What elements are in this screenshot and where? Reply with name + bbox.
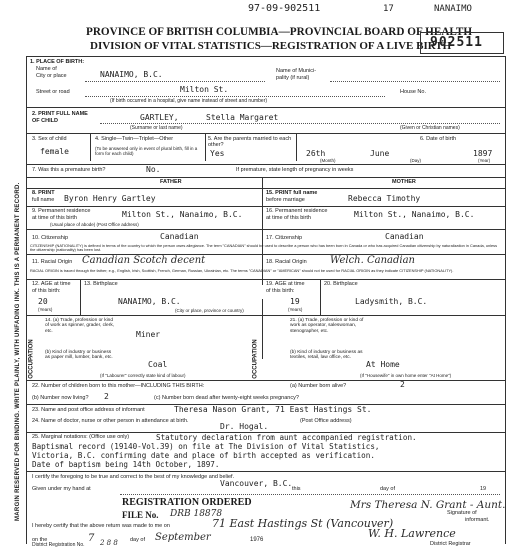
stamp-index: 17 — [383, 4, 394, 14]
father-header: FATHER — [160, 179, 182, 185]
city-underline — [85, 81, 265, 82]
sex-value: female — [40, 147, 69, 156]
file-no-label: FILE No. — [122, 510, 159, 520]
father-industry-label: (b) Kind of industry or business as paper mill, lumber, bank, etc. — [45, 350, 113, 361]
plural-birth-label: 4. Single—Twin—Triplet—Other — [95, 136, 174, 142]
mother-age-unit: (Years) — [288, 307, 303, 312]
residence-sublabel: (Usual place of abode) (Post Office address) — [50, 222, 139, 227]
father-trade-label: 14. (a) Trade, profession or kind of work as spinner, grader, clerk, etc. — [45, 318, 115, 334]
premature-value: No. — [146, 165, 161, 174]
registration-number: 902511 — [430, 35, 483, 50]
form-right-border — [505, 56, 506, 544]
doctor-address-label: (Post Office address) — [300, 418, 352, 424]
mother-age-label: 19. AGE at time — [266, 281, 305, 287]
doctor-value: Dr. Hogal. — [220, 422, 269, 431]
mother-citizenship: Canadian — [385, 232, 424, 241]
father-trade: Miner — [136, 330, 161, 339]
premature-note: If premature, state length of pregnancy in weeks — [236, 167, 354, 173]
citizenship-note: CITIZENSHIP (NATIONALITY) is defined in terms of the country to which the person owes allegiance. The term "CANADIAN" should be used to describe a person who has been born in Canada or who has acquired Canadian citizenship by naturalization in Canada, unless the citizenship (nationality) has been lost. — [30, 243, 498, 253]
father-birthplace-label: 13. Birthplace — [84, 281, 118, 287]
certify-text: I certify the foregoing to be true and correct to the best of my knowledge and belief. — [32, 474, 235, 480]
registrar-signature: W. H. Lawrence — [368, 527, 456, 540]
mother-residence: Milton St., Nanaimo, B.C. — [354, 210, 475, 219]
given-underline — [120, 494, 500, 495]
file-no-value: DRB 18878 — [170, 509, 223, 519]
house-label: House No. — [400, 89, 426, 95]
on-year: 1976 — [250, 537, 264, 543]
year-label: 19 — [480, 486, 487, 492]
col-divider-4 — [205, 133, 206, 161]
mother-age-divider — [320, 279, 321, 315]
date-sub-year: (Year) — [478, 158, 491, 163]
mother-birthplace: Ladysmith, B.C. — [355, 297, 428, 306]
date-sub-day: (Day) — [410, 158, 421, 163]
full-name-label: 2. PRINT FULL NAME — [32, 111, 88, 117]
form-top-rule — [26, 56, 505, 57]
stamp-number: 97-09-902511 — [248, 3, 321, 14]
mother-racial-origin: Welch. Canadian — [330, 255, 415, 266]
form-title-line-1: PROVINCE OF BRITISH COLUMBIA—PROVINCIAL BOARD OF HEALTH — [86, 26, 473, 38]
marginal-line-2: Baptismal record (19140-Vol.39) on file at The Division of Vital Statistics, — [32, 442, 380, 451]
given-under-hand: Given under my hand at — [32, 486, 91, 492]
stamp-name: NANAIMO — [434, 4, 472, 14]
informant-address: 71 East Hastings St (Vancouver) — [212, 517, 394, 530]
certify-made-label: I hereby certify that the above return was made to me on — [32, 523, 170, 529]
informant-signature: Mrs Theresa N. Grant - Aunt. — [350, 499, 506, 511]
father-racial-origin: Canadian Scotch decent — [82, 255, 206, 266]
father-citizenship: Canadian — [160, 232, 199, 241]
child-surname: GARTLEY, — [140, 113, 179, 122]
marginal-label: 25. Marginal notations: (Office use only) — [32, 434, 130, 440]
marginal-line-4: Date of baptism being 14th October, 1897. — [32, 460, 220, 469]
mother-industry-label: (b) Kind of industry or business as textiles, retail, law office, etc. — [290, 350, 363, 361]
plural-birth-note: (To be answered only in event of plural birth, fill in a form for each child) — [95, 146, 198, 156]
district-registration-label: District Registration No. — [32, 542, 85, 548]
mother-name: Rebecca Timothy — [348, 194, 421, 203]
born-alive-value: 2 — [400, 380, 405, 389]
given-sublabel: (Given or Christian names) — [400, 125, 460, 131]
name-of-label: Name of — [36, 66, 57, 72]
father-citizenship-label: 10. Citizenship — [32, 235, 69, 241]
mother-age: 19 — [290, 297, 300, 306]
col-divider-3 — [90, 133, 91, 161]
mother-race-label: 18. Racial Origin — [266, 259, 307, 265]
rule-9 — [26, 279, 505, 280]
district-registrar-label: District Registrar — [430, 541, 471, 547]
father-race-label: 11. Racial Origin — [32, 259, 73, 265]
child-given-names: Stella Margaret — [206, 113, 279, 122]
premature-label: 7. Was this a premature birth? — [32, 167, 106, 173]
rule-7 — [26, 229, 505, 230]
now-living-label: (b) Number now living? — [32, 395, 89, 401]
street-label: Street or road — [36, 89, 70, 95]
date-of-birth-year: 1897 — [473, 149, 493, 158]
signature-label: Signature of — [447, 510, 477, 516]
parents-married-value: Yes — [210, 149, 225, 158]
father-residence-label: 9. Permanent residence — [32, 208, 91, 214]
father-name: Byron Henry Gartley — [64, 194, 156, 203]
labourer-note: (If "Labourer" correctly state kind of labour) — [100, 373, 186, 378]
housewife-note: (If "Housewife" in own home enter "At Home") — [360, 373, 452, 378]
mother-trade-label: 21. (a) Trade, profession or kind of work as operator, saleswoman, stenographer, etc. — [290, 318, 364, 334]
father-name-label: 8. PRINT — [32, 190, 55, 196]
given-place: Vancouver, B.C. — [220, 479, 293, 488]
rule-6 — [26, 206, 505, 207]
on-month: September — [155, 532, 211, 543]
mother-name-label-2: before marriage — [266, 197, 305, 203]
mother-citizenship-label: 17. Citizenship — [266, 235, 303, 241]
sex-label: 3. Sex of child — [32, 136, 67, 142]
col-divider-5 — [296, 133, 297, 161]
father-name-label-2: full name — [32, 197, 55, 203]
municipality-label-2: pality (if rural) — [276, 75, 310, 81]
mother-age-label-2: of this birth: — [266, 288, 295, 294]
father-age-label: 12. AGE at time — [32, 281, 71, 287]
street-value: Milton St. — [180, 85, 229, 94]
father-residence-label-2: at time of this birth — [32, 215, 77, 221]
city-label: City or place — [36, 73, 67, 79]
district-registration-value: 2 8 8 — [100, 539, 118, 547]
on-day: 7 — [88, 533, 95, 544]
municipality-underline — [330, 81, 500, 82]
parents-center-divider-lower — [262, 299, 263, 359]
rule-2 — [26, 133, 505, 134]
hospital-note: (If birth occurred in a hospital, give name instead of street and number) — [110, 98, 268, 104]
marginal-line-1: Statutory declaration from aunt accompanied registration. — [156, 433, 417, 442]
form-title-line-2: DIVISION OF VITAL STATISTICS—REGISTRATION OF A LIVE BIRTH — [90, 40, 452, 52]
informant-value: Theresa Nason Grant, 71 East Hastings St. — [174, 405, 372, 414]
date-of-birth-label: 6. Date of birth — [420, 136, 457, 142]
rule-14 — [26, 471, 505, 472]
now-living-value: 2 — [104, 392, 109, 401]
marginal-line-3: Victoria, B.C. confirming date and place of birth accepted as verification. — [32, 451, 375, 460]
mother-birthplace-label: 20. Birthplace — [324, 281, 358, 287]
father-occupation-vertical: OCCUPATION — [28, 339, 35, 379]
binding-margin-text: MARGIN RESERVED FOR BINDING. WRITE PLAINLY, WITH UNFADING INK. THIS IS A PERMANENT RECORD. — [15, 182, 21, 521]
informant-label: 23. Name and post office address of informant — [32, 407, 145, 413]
rule-11 — [26, 380, 505, 381]
mother-residence-label-2: at time of this birth — [266, 215, 311, 221]
mother-residence-label: 16. Permanent residence — [266, 208, 328, 214]
municipality-label: Name of Munici- — [276, 68, 317, 74]
born-dead-label: (c) Number born dead after twenty-eight weeks pregnancy? — [154, 395, 299, 401]
mother-industry: At Home — [366, 360, 400, 369]
registration-ordered-stamp: REGISTRATION ORDERED — [122, 497, 252, 508]
this-label: this — [292, 486, 301, 492]
date-of-birth-day: 26th — [306, 149, 326, 158]
mother-name-label: 15. PRINT full name — [266, 190, 318, 196]
city-value: NANAIMO, B.C. — [100, 70, 163, 79]
child-name-underline — [100, 123, 500, 124]
mother-occupation-vertical: OCCUPATION — [252, 339, 259, 379]
birthplace-sublabel: (City or place, province or country) — [175, 308, 244, 313]
doctor-label: 24. Name of doctor, nurse or other person in attendance at birth. — [32, 418, 189, 424]
street-underline — [85, 96, 385, 97]
born-alive-label: (a) Number born alive? — [290, 383, 347, 389]
date-of-birth-month: June — [370, 149, 390, 158]
rule-3 — [26, 164, 505, 165]
father-age-unit: (Years) — [38, 307, 53, 312]
father-age-divider — [80, 279, 81, 315]
rule-5 — [26, 188, 505, 189]
father-age: 20 — [38, 297, 48, 306]
day-of-label: day of — [380, 486, 395, 492]
mother-header: MOTHER — [392, 179, 416, 185]
father-residence: Milton St., Nanaimo, B.C. — [122, 210, 243, 219]
place-of-birth-label: 1. PLACE OF BIRTH: — [30, 59, 85, 65]
informant-label-2: informant. — [465, 517, 490, 523]
date-sub-month: (Month) — [320, 158, 336, 163]
racial-origin-note: RACIAL ORIGIN is traced through the father; e.g., English, Irish, Scottish, French, German, Russian, Ukrainian, etc. The terms "CANADIAN" or "AMERICAN" should not be used for RACIAL ORIGIN as they indicate CITIZENSHIP (NATIONALITY). — [30, 268, 454, 273]
rule-1 — [26, 107, 505, 108]
rule-4 — [26, 177, 505, 178]
surname-sublabel: (Surname or last name) — [130, 125, 183, 131]
on-the-label: on the — [32, 537, 48, 543]
father-age-label-2: of this birth: — [32, 288, 61, 294]
parents-married-label: 5. Are the parents married to each other? — [208, 136, 292, 148]
rule-10 — [26, 315, 505, 316]
full-name-label-2: OF CHILD — [32, 118, 58, 124]
on-day-of-label: day of — [130, 537, 145, 543]
father-industry: Coal — [148, 360, 168, 369]
father-birthplace: NANAIMO, B.C. — [118, 297, 181, 306]
children-label: 22. Number of children born to this mother—INCLUDING THIS BIRTH: — [32, 383, 205, 389]
